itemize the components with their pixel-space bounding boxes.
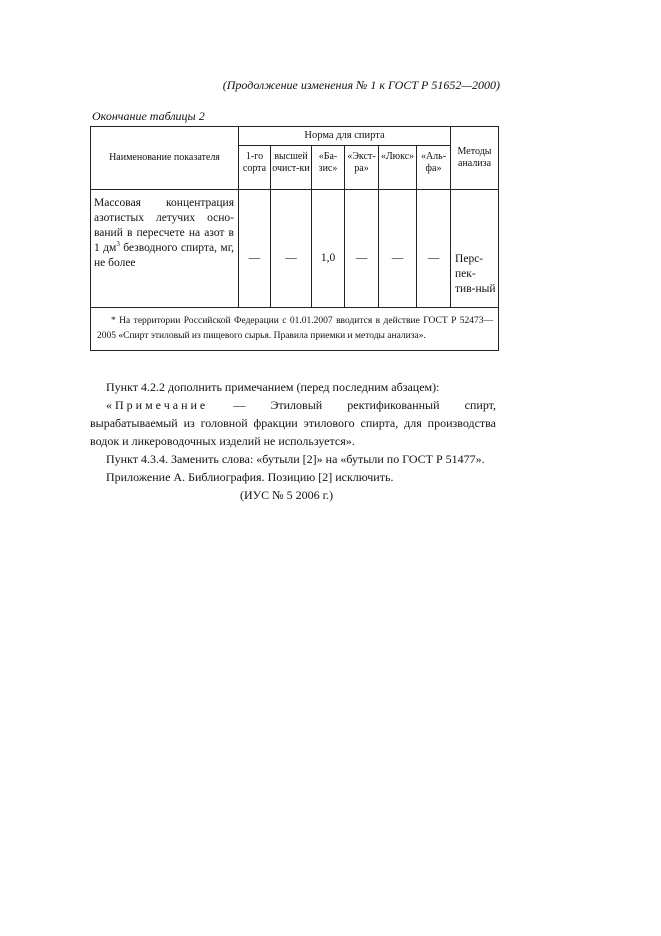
header-methods: Методы анализа (451, 127, 499, 190)
ius-reference: (ИУС № 5 2006 г.) (240, 488, 334, 502)
value-grade-extra: — (345, 190, 379, 308)
value-grade-lux: — (379, 190, 417, 308)
header-grade-extra: «Экст-ра» (345, 146, 379, 190)
header-grade-lux: «Люкс» (379, 146, 417, 190)
paragraph-note (90, 396, 496, 450)
table-row (91, 190, 499, 308)
header-indicator-name: Наименование показателя (91, 127, 239, 190)
indicator-name-part1: Массовая концентрация азотистых летучих осно-ваний в пересчете на азот в 1 дм (94, 197, 234, 254)
paragraph-4-2-2: Пункт 4.2.2 дополнить примечанием (перед последним абзацем): (106, 380, 440, 394)
amendment-text (90, 378, 496, 486)
indicator-name-sup: 3 (116, 240, 120, 249)
header-norm-group: Норма для спирта (239, 127, 451, 146)
indicator-name-part2: безводного спирта, мг, не более (94, 242, 234, 269)
header-grade-alfa: «Аль-фа» (417, 146, 451, 190)
header-grade-1: 1-го сорта (239, 146, 271, 190)
note-word: «Примечание (106, 398, 209, 412)
table-footnote: * На территории Российской Федерации с 01.01.2007 вводится в действие ГОСТ Р 52473—2005 «Спирт этиловый из пищевого сырья. Правила приемки и методы анализа». (91, 308, 499, 351)
paragraph-appendix-a: Приложение А. Библиография. Позицию [2] исключить. (106, 470, 394, 484)
value-grade-1: — (239, 190, 271, 308)
table-caption: Окончание таблицы 2 (92, 109, 205, 123)
value-grade-basis: 1,0 (312, 190, 345, 308)
continuation-header: (Продолжение изменения № 1 к ГОСТ Р 51652—2000) (222, 78, 500, 92)
method-cell: Перс-пек-тив-ный (451, 190, 499, 308)
note-text: — Этиловый ректификованный спирт, вырабатываемый из головной фракции этилового спирта, для производства водок и ликероводочных изделий не используется». (90, 398, 496, 448)
value-grade-premium: — (271, 190, 312, 308)
paragraph-4-3-4: Пункт 4.3.4. Заменить слова: «бутыли [2]» на «бутыли по ГОСТ Р 51477». (106, 452, 485, 466)
value-grade-alfa: — (417, 190, 451, 308)
header-grade-basis: «Ба-зис» (312, 146, 345, 190)
indicator-name-cell (91, 190, 239, 308)
header-grade-premium: высшей очист-ки (271, 146, 312, 190)
norms-table (90, 126, 499, 351)
